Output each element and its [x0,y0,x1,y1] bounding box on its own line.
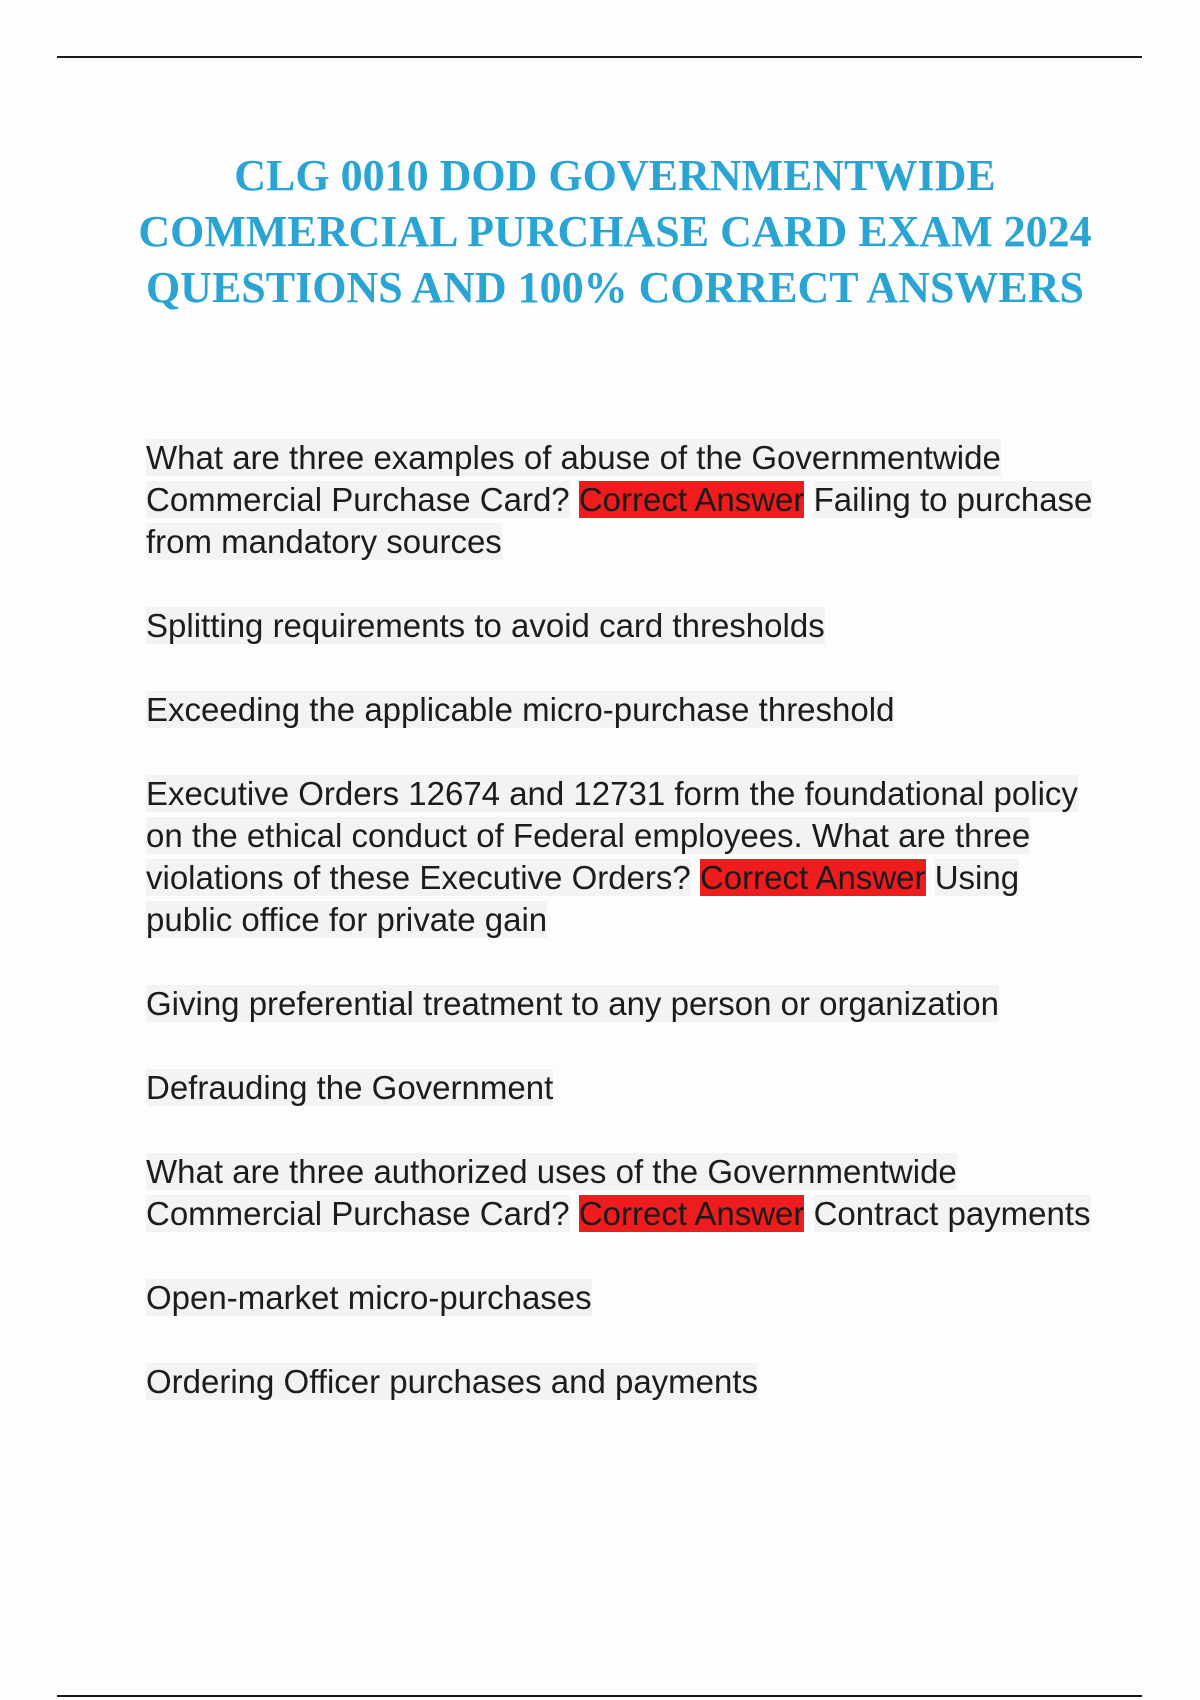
question-text: What are three authorized uses of the Governmentwide Commercial Purchase Card? [146,1153,957,1232]
document-title: CLG 0010 DOD GOVERNMENTWIDE COMMERCIAL PURCHASE CARD EXAM 2024 QUESTIONS AND 100% CORRECT ANSWERS [138,151,1092,312]
answer-item [146,605,1106,647]
document-body [146,437,1106,1445]
answer-text: Giving preferential treatment to any person or organization [146,985,999,1022]
question-text: What are three examples of abuse of the Governmentwide Commercial Purchase Card? [146,439,1001,518]
answer-text: Contract payments [813,1195,1091,1232]
qa-block-2 [146,773,1106,941]
correct-answer-label: Correct Answer [578,1195,805,1232]
answer-item [146,983,1106,1025]
answer-text: Using public office for private gain [146,859,1020,938]
question-text: Executive Orders 12674 and 12731 form the foundational policy on the ethical conduct of Federal employees. What are three violations of these Executive Orders? [146,775,1078,896]
footer-rule [57,1695,1142,1697]
answer-text: Exceeding the applicable micro-purchase threshold [146,691,895,728]
answer-text: Ordering Officer purchases and payments [146,1363,759,1400]
correct-answer-label: Correct Answer [578,481,805,518]
answer-text: Splitting requirements to avoid card thresholds [146,607,825,644]
answer-text: Open-market micro-purchases [146,1279,592,1316]
answer-item [146,1277,1106,1319]
answer-item [146,1361,1106,1403]
answer-text: Failing to purchase from mandatory sources [146,481,1093,560]
correct-answer-label: Correct Answer [699,859,926,896]
answer-item [146,1067,1106,1109]
answer-item [146,689,1106,731]
qa-block-1 [146,437,1106,563]
qa-block-3 [146,1151,1106,1235]
header-rule [57,56,1142,58]
answer-text: Defrauding the Government [146,1069,554,1106]
